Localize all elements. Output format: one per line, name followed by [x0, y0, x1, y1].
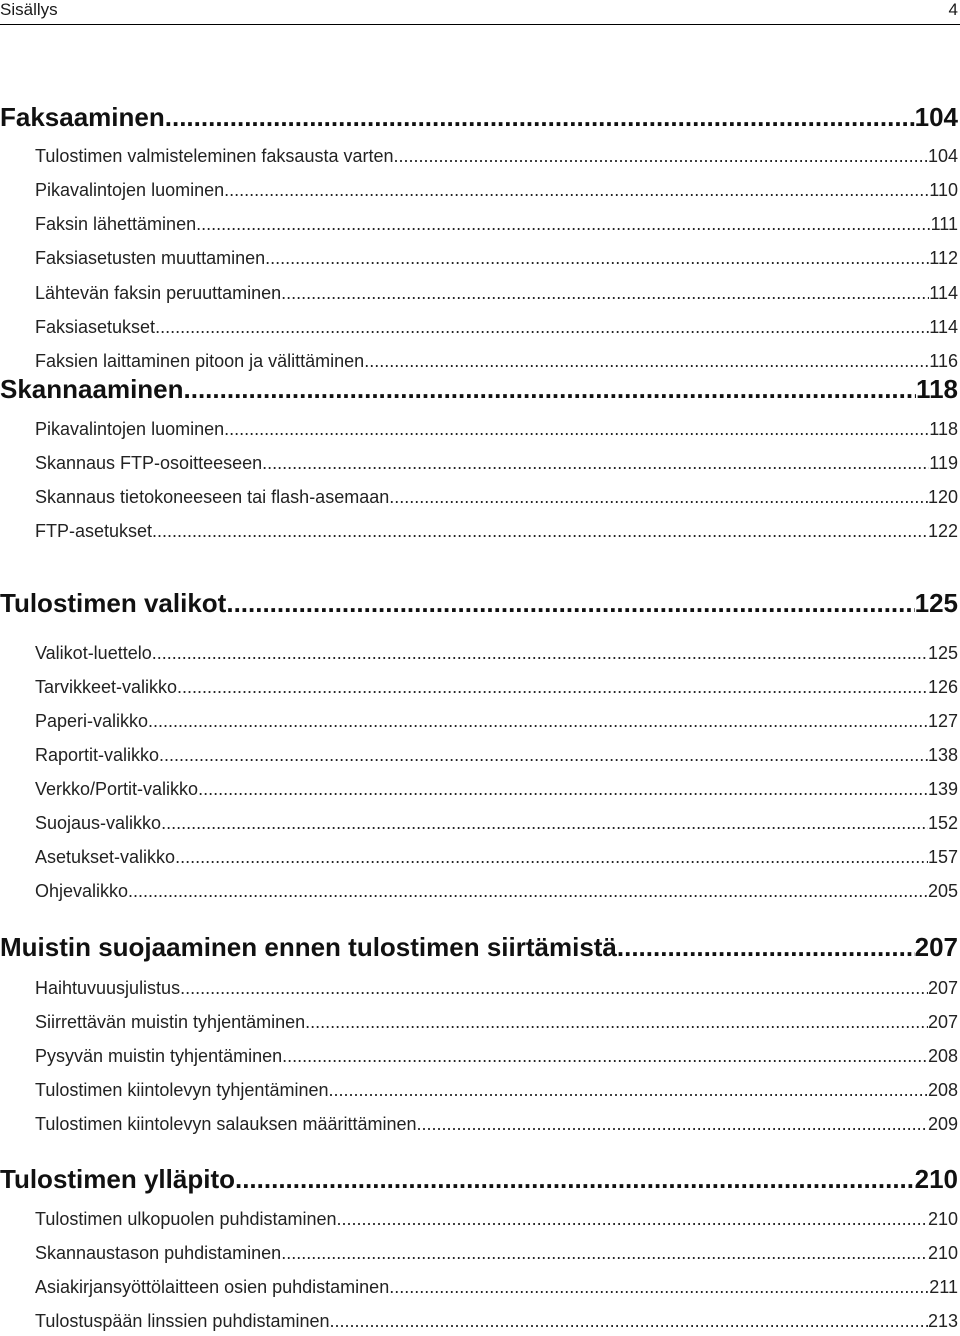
- toc-entry-title: Tulostimen valmisteleminen faksausta varten: [35, 146, 394, 166]
- toc-entry-page: 210: [927, 1243, 958, 1263]
- toc-section-entry[interactable]: [35, 1043, 958, 1069]
- toc-section-entry[interactable]: [35, 1274, 958, 1300]
- toc-chapter-entry[interactable]: [0, 1162, 958, 1196]
- toc-section-entry[interactable]: [35, 211, 958, 237]
- toc-entry-title: Faksaaminen: [0, 102, 165, 132]
- toc-section-entry[interactable]: [35, 975, 958, 1001]
- toc-section-entry[interactable]: [35, 280, 958, 306]
- toc-section-entry[interactable]: [35, 674, 958, 700]
- toc-entry-page: 213: [927, 1311, 958, 1331]
- toc-dot-leader: [152, 518, 928, 544]
- toc-dot-leader: [305, 1009, 928, 1035]
- toc-entry-title: Muistin suojaaminen ennen tulostimen siirtämistä: [0, 932, 617, 962]
- toc-section-entry[interactable]: [35, 314, 958, 340]
- toc-entry-title: Tulostimen ylläpito: [0, 1164, 235, 1194]
- toc-entry-page: 125: [927, 643, 958, 663]
- toc-section-entry[interactable]: [35, 348, 958, 374]
- toc-entry-page: 152: [927, 813, 958, 833]
- toc-entry-page: 157: [927, 847, 958, 867]
- toc-dot-leader: [165, 100, 915, 134]
- toc-dot-leader: [389, 1274, 929, 1300]
- toc-entry-page: 118: [916, 374, 958, 404]
- toc-section-entry[interactable]: [35, 640, 958, 666]
- header-page-number: 4: [948, 0, 958, 19]
- toc-entry-page: 208: [927, 1080, 958, 1100]
- toc-dot-leader: [180, 975, 928, 1001]
- toc-entry-title: Asetukset-valikko: [35, 847, 176, 867]
- toc-section-entry[interactable]: [35, 1077, 958, 1103]
- toc-dot-leader: [417, 1111, 928, 1137]
- toc-section-entry[interactable]: [35, 1009, 958, 1035]
- toc-section-entry[interactable]: [35, 1240, 958, 1266]
- toc-section-entry[interactable]: [35, 1111, 958, 1137]
- toc-entry-title: Paperi-valikko: [35, 711, 149, 731]
- toc-entry-page: 207: [927, 1012, 958, 1032]
- toc-entry-page: 112: [929, 248, 958, 268]
- toc-dot-leader: [265, 245, 929, 271]
- toc-entry-page: 209: [927, 1114, 958, 1134]
- toc-entry-page: 111: [930, 214, 958, 234]
- toc-section-entry[interactable]: [35, 484, 958, 510]
- toc-section-entry[interactable]: [35, 708, 958, 734]
- toc-entry-page: 208: [927, 1046, 958, 1066]
- toc-entry-page: 104: [927, 146, 958, 166]
- toc-entry-page: 210: [927, 1209, 958, 1229]
- toc-entry-page: 207: [927, 978, 958, 998]
- toc-dot-leader: [235, 1162, 915, 1196]
- toc-dot-leader: [262, 450, 929, 476]
- toc-entry-page: 207: [914, 932, 958, 962]
- toc-dot-leader: [617, 930, 915, 964]
- toc-entry-title: Skannaus tietokoneeseen tai flash-asemaan: [35, 487, 390, 507]
- toc-dot-leader: [175, 844, 928, 870]
- toc-section-entry[interactable]: [35, 776, 958, 802]
- toc-section-entry[interactable]: [35, 844, 958, 870]
- toc-entry-page: 139: [927, 779, 958, 799]
- toc-chapter-entry[interactable]: [0, 100, 958, 134]
- toc-section-entry[interactable]: [35, 1308, 958, 1334]
- header-title: Sisällys: [0, 0, 58, 19]
- toc-entry-page: 119: [929, 453, 958, 473]
- toc-entry-title: Siirrettävän muistin tyhjentäminen: [35, 1012, 306, 1032]
- toc-dot-leader: [159, 742, 928, 768]
- toc-entry-title: Tulostimen kiintolevyn tyhjentäminen: [35, 1080, 329, 1100]
- toc-section-entry[interactable]: [35, 518, 958, 544]
- toc-section-entry[interactable]: [35, 1206, 958, 1232]
- toc-dot-leader: [328, 1077, 927, 1103]
- toc-entry-page: 126: [927, 677, 958, 697]
- toc-entry-title: Faksiasetusten muuttaminen: [35, 248, 266, 268]
- toc-entry-title: Skannaus FTP-osoitteeseen: [35, 453, 263, 473]
- toc-entry-title: Lähtevän faksin peruuttaminen: [35, 283, 282, 303]
- toc-dot-leader: [224, 177, 929, 203]
- toc-chapter-entry[interactable]: [0, 372, 958, 406]
- toc-entry-title: Pysyvän muistin tyhjentäminen: [35, 1046, 283, 1066]
- toc-entry-page: 116: [929, 351, 958, 371]
- toc-section-entry[interactable]: [35, 810, 958, 836]
- toc-entry-page: 114: [929, 283, 958, 303]
- toc-dot-leader: [281, 1240, 928, 1266]
- toc-chapter-entry[interactable]: [0, 930, 958, 964]
- toc-entry-title: Tulostimen ulkopuolen puhdistaminen: [35, 1209, 337, 1229]
- toc-entry-title: Pikavalintojen luominen: [35, 180, 225, 200]
- toc-entry-title: Tulostimen kiintolevyn salauksen määrittäminen: [35, 1114, 417, 1134]
- toc-dot-leader: [282, 1043, 928, 1069]
- toc-dot-leader: [226, 586, 914, 620]
- toc-dot-leader: [184, 372, 917, 406]
- toc-entry-title: Ohjevalikko: [35, 881, 129, 901]
- toc-section-entry[interactable]: [35, 450, 958, 476]
- toc-entry-title: Skannaaminen: [0, 374, 184, 404]
- toc-entry-title: Valikot-luettelo: [35, 643, 152, 663]
- toc-entry-title: FTP-asetukset: [35, 521, 153, 541]
- toc-dot-leader: [152, 640, 928, 666]
- toc-section-entry[interactable]: [35, 177, 958, 203]
- toc-section-entry[interactable]: [35, 742, 958, 768]
- toc-entry-title: Asiakirjansyöttölaitteen osien puhdistaminen: [35, 1277, 390, 1297]
- toc-dot-leader: [364, 348, 929, 374]
- toc-dot-leader: [330, 1308, 928, 1334]
- toc-entry-title: Skannaustason puhdistaminen: [35, 1243, 282, 1263]
- toc-dot-leader: [196, 211, 931, 237]
- toc-entry-page: 114: [929, 317, 958, 337]
- toc-dot-leader: [337, 1206, 928, 1232]
- toc-entry-page: 118: [929, 419, 958, 439]
- toc-section-entry[interactable]: [35, 878, 958, 904]
- toc-dot-leader: [281, 280, 929, 306]
- toc-entry-title: Haihtuvuusjulistus: [35, 978, 181, 998]
- toc-entry-title: Pikavalintojen luominen: [35, 419, 225, 439]
- toc-entry-page: 122: [927, 521, 958, 541]
- toc-entry-page: 138: [927, 745, 958, 765]
- toc-dot-leader: [389, 484, 928, 510]
- toc-entry-page: 120: [927, 487, 958, 507]
- toc-dot-leader: [394, 143, 928, 169]
- toc-section-entry[interactable]: [35, 416, 958, 442]
- toc-entry-title: Faksin lähettäminen: [35, 214, 197, 234]
- toc-dot-leader: [198, 776, 928, 802]
- toc-entry-title: Raportit-valikko: [35, 745, 160, 765]
- toc-chapter-entry[interactable]: [0, 586, 958, 620]
- toc-entry-title: Suojaus-valikko: [35, 813, 162, 833]
- toc-entry-page: 211: [929, 1277, 958, 1297]
- toc-entry-page: 125: [914, 588, 958, 618]
- toc-entry-page: 110: [929, 180, 958, 200]
- toc-entry-title: Tulostimen valikot: [0, 588, 227, 618]
- toc-entry-page: 205: [927, 881, 958, 901]
- toc-dot-leader: [161, 810, 928, 836]
- page-header: [0, 0, 960, 25]
- toc-dot-leader: [148, 708, 928, 734]
- toc-dot-leader: [224, 416, 929, 442]
- toc-entry-title: Faksiasetukset: [35, 317, 156, 337]
- toc-entry-title: Faksien laittaminen pitoon ja välittäminen: [35, 351, 365, 371]
- toc-entry-title: Tarvikkeet-valikko: [35, 677, 178, 697]
- toc-entry-title: Verkko/Portit-valikko: [35, 779, 199, 799]
- toc-entry-page: 104: [914, 102, 958, 132]
- toc-dot-leader: [155, 314, 929, 340]
- toc-entry-page: 210: [914, 1164, 958, 1194]
- toc-section-entry[interactable]: [35, 143, 958, 169]
- toc-entry-page: 127: [927, 711, 958, 731]
- toc-dot-leader: [128, 878, 928, 904]
- toc-section-entry[interactable]: [35, 245, 958, 271]
- toc-dot-leader: [177, 674, 928, 700]
- toc-entry-title: Tulostuspään linssien puhdistaminen: [35, 1311, 330, 1331]
